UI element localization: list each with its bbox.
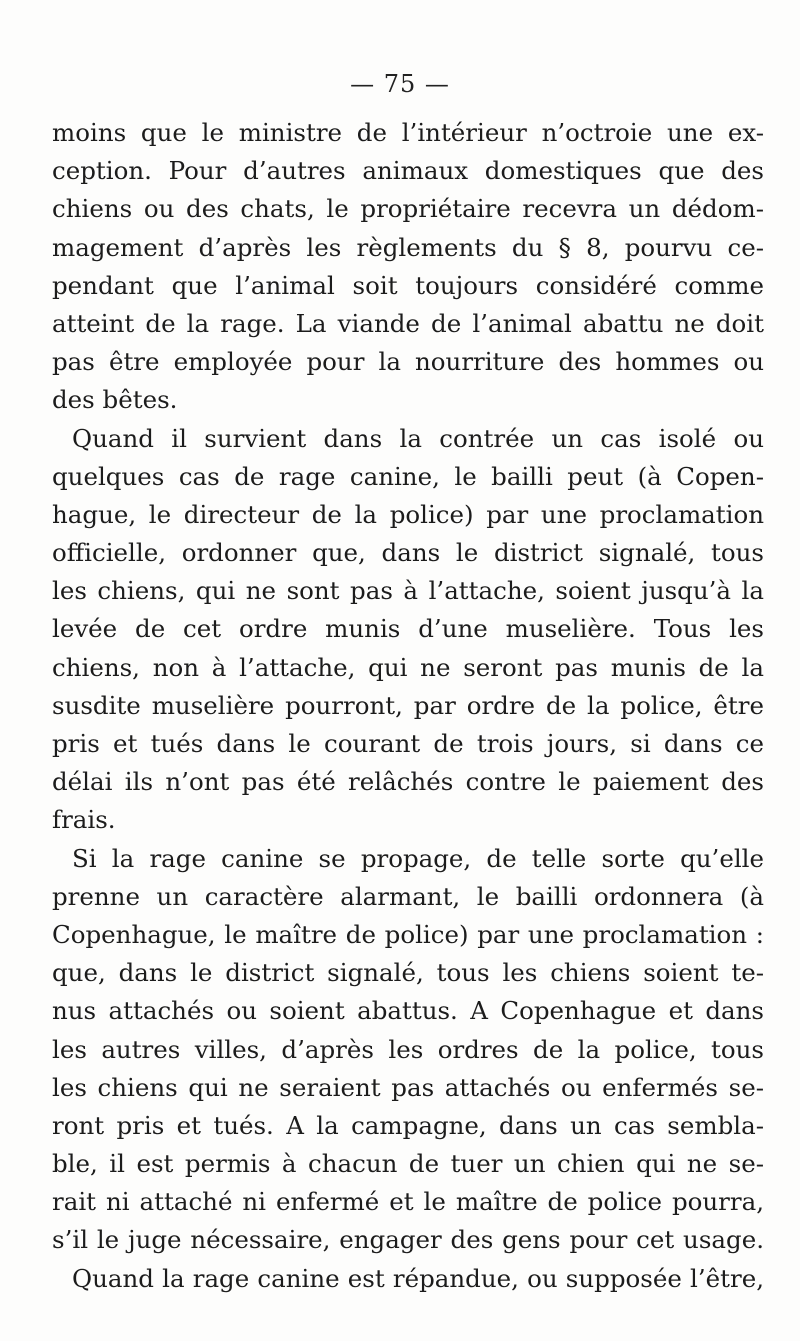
text-line: les chiens qui ne seraient pas attachés ou enfermés se- [52, 1072, 764, 1102]
text-line: que, dans le district signalé, tous les chiens soient te- [52, 958, 764, 988]
text-line: hague, le directeur de la police) par une proclamation [52, 499, 764, 529]
text-line: des bêtes. [52, 385, 178, 415]
text-line: magement d’après les règlements du § 8, pourvu ce- [52, 232, 764, 262]
text-line: officielle, ordonner que, dans le district signalé, tous [52, 538, 764, 568]
text-line: moins que le ministre de l’intérieur n’octroie une ex- [52, 118, 764, 147]
text-line: pas être employée pour la nourriture des hommes ou [52, 347, 764, 377]
text-line: pris et tués dans le courant de trois jours, si dans ce [52, 729, 764, 758]
text-line: Quand il survient dans la contrée un cas isolé ou [72, 423, 764, 453]
text-line: nus attachés ou soient abattus. A Copenhague et dans [52, 996, 764, 1026]
text-line: les autres villes, d’après les ordres de la police, tous [52, 1034, 764, 1064]
text-line: rait ni attaché ni enfermé et le maître de police pourra, [52, 1187, 764, 1217]
text-line: ront pris et tués. A la campagne, dans un cas sembla- [52, 1110, 764, 1140]
text-line: pendant que l’animal soit toujours considéré comme [52, 270, 764, 300]
text-line: chiens ou des chats, le propriétaire recevra un dédom- [52, 194, 764, 224]
text-line: ception. Pour d’autres animaux domestiques que des [52, 156, 764, 186]
page-number: — 75 — [350, 70, 450, 98]
text-line: levée de cet ordre munis d’une muselière. Tous les [52, 614, 764, 644]
text-line: chiens, non à l’attache, qui ne seront pas munis de la [52, 652, 764, 682]
text-line: les chiens, qui ne sont pas à l’attache, soient jusqu’à la [52, 576, 764, 606]
text-line: Si la rage canine se propage, de telle sorte qu’elle [72, 843, 764, 873]
text-line: frais. [52, 805, 116, 835]
text-line: atteint de la rage. La viande de l’animal abattu ne doit [52, 308, 764, 338]
text-line: prenne un caractère alarmant, le bailli ordonnera (à [52, 881, 764, 911]
text-line: ble, il est permis à chacun de tuer un chien qui ne se- [52, 1149, 764, 1179]
text-line: Copenhague, le maître de police) par une proclamation : [52, 919, 764, 949]
text-line: s’il le juge nécessaire, engager des gens pour cet usage. [52, 1225, 764, 1255]
text-line: quelques cas de rage canine, le bailli peut (à Copen- [52, 461, 764, 491]
body-text [52, 114, 764, 1298]
text-line: susdite muselière pourront, par ordre de la police, être [52, 690, 764, 720]
text-line: délai ils n’ont pas été relâchés contre le paiement des [52, 767, 764, 797]
text-line: Quand la rage canine est répandue, ou supposée l’être, [72, 1263, 764, 1293]
